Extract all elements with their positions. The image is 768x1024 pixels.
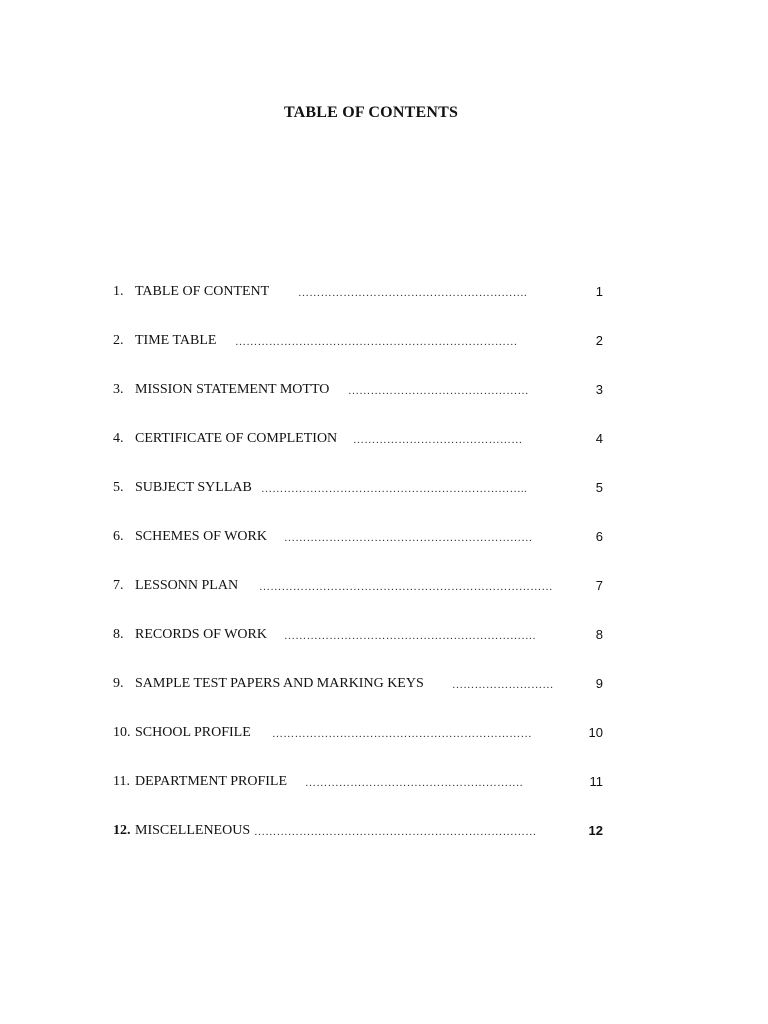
toc-entry-leader: ………………………………………………………………… [254, 826, 537, 838]
toc-entry-mission-statement-motto [113, 381, 613, 430]
toc-entry-number: 1. [113, 284, 124, 299]
toc-entry-number: 9. [113, 676, 124, 691]
toc-entry-page: 10 [588, 725, 603, 740]
toc-entry-leader: …………………………………………………………… [272, 728, 532, 740]
toc-entry-leader: ………………………………………… [348, 385, 529, 397]
toc-entry-title: MISSION STATEMENT MOTTO [135, 382, 330, 397]
toc-entry-title: MISCELLENEOUS [135, 823, 251, 838]
toc-entry-leader: ……………………………………………………. [298, 287, 528, 299]
toc-entry-school-profile [113, 724, 613, 773]
toc-entry-number: 10. [113, 725, 131, 740]
toc-entry-number: 8. [113, 627, 124, 642]
toc-entry-leader: …………………………………………………………….. [261, 483, 527, 495]
toc-entry-leader: ……………………………………… [353, 434, 523, 446]
toc-entry-number: 5. [113, 480, 124, 495]
toc-entry-title: DEPARTMENT PROFILE [135, 774, 288, 789]
toc-entry-title: CERTIFICATE OF COMPLETION [135, 431, 338, 446]
toc-entry-title: TIME TABLE [135, 333, 217, 348]
toc-entry-leader: …………………………………………………………. [284, 630, 536, 642]
toc-list [113, 283, 613, 871]
toc-entry-number: 2. [113, 333, 124, 348]
toc-entry-leader: …………………………………………………. [305, 777, 523, 789]
toc-entry-number: 11. [113, 774, 130, 789]
toc-entry-leader: …………………………………………………………………… [259, 581, 553, 593]
toc-entry-schemes-of-work [113, 528, 613, 577]
toc-entry-page: 5 [595, 480, 603, 495]
toc-entry-page: 1 [595, 284, 603, 299]
toc-entry-number: 4. [113, 431, 124, 446]
toc-entry-number: 6. [113, 529, 124, 544]
toc-entry-department-profile [113, 773, 613, 822]
toc-entry-page: 12 [588, 823, 603, 838]
toc-entry-subject-syllab [113, 479, 613, 528]
toc-entry-page: 9 [595, 676, 603, 691]
page-title: TABLE OF CONTENTS [283, 103, 459, 121]
toc-entry-title: SAMPLE TEST PAPERS AND MARKING KEYS [135, 676, 424, 691]
toc-entry-leader: ………………………………………………………… [284, 532, 533, 544]
toc-entry-page: 7 [595, 578, 603, 593]
toc-entry-title: TABLE OF CONTENT [135, 284, 270, 299]
toc-entry-title: SCHOOL PROFILE [135, 725, 251, 740]
toc-entry-leader: ………………………………………………………………… [235, 336, 518, 348]
toc-entry-number: 12. [113, 823, 131, 838]
toc-entry-page: 3 [595, 382, 603, 397]
toc-entry-records-of-work [113, 626, 613, 675]
toc-entry-certificate-of-completion [113, 430, 613, 479]
toc-entry-title: RECORDS OF WORK [135, 627, 267, 642]
toc-entry-leader: ……………………… [452, 679, 554, 691]
toc-entry-page: 6 [595, 529, 603, 544]
toc-entry-table-of-content [113, 283, 613, 332]
toc-entry-number: 7. [113, 578, 124, 593]
toc-entry-page: 4 [595, 431, 603, 446]
toc-entry-title: SCHEMES OF WORK [135, 529, 267, 544]
toc-entry-number: 3. [113, 382, 124, 397]
toc-entry-page: 8 [595, 627, 603, 642]
toc-entry-title: LESSONN PLAN [135, 578, 239, 593]
toc-entry-page: 11 [589, 774, 603, 789]
toc-entry-lessonn-plan [113, 577, 613, 626]
toc-entry-sample-test-papers [113, 675, 613, 724]
toc-entry-page: 2 [595, 333, 603, 348]
toc-entry-time-table [113, 332, 613, 381]
toc-entry-miscelleneous [113, 822, 613, 871]
toc-entry-title: SUBJECT SYLLAB [135, 480, 252, 495]
